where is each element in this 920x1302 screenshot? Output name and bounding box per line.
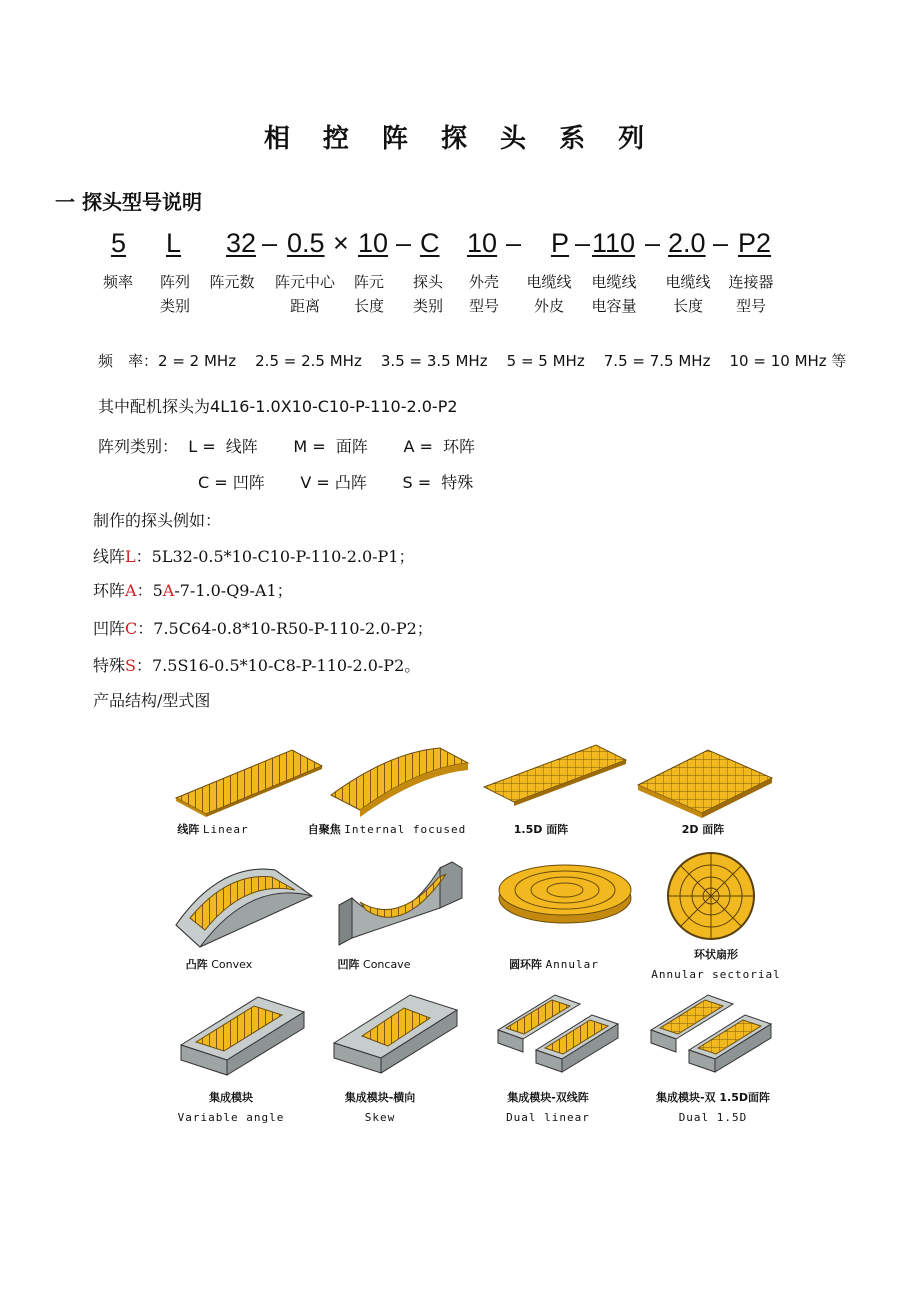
- code-connector: P2: [738, 228, 772, 258]
- product-figures: [0, 730, 920, 1150]
- code-capacitance: 110: [592, 228, 636, 258]
- code-element-count: 32: [226, 228, 257, 258]
- code-cable-length: 2.0: [668, 228, 706, 258]
- caption-dual-1-5d: 集成模块-双 1.5D面阵 Dual 1.5D: [655, 1091, 770, 1124]
- code-label: 电缆线 长度: [665, 273, 711, 315]
- product-heading: 产品结构/型式图: [93, 691, 211, 710]
- code-frequency: 5: [111, 228, 127, 258]
- convex-figure: [176, 869, 312, 947]
- annular-sectorial-figure: [668, 853, 754, 939]
- variable-angle-figure: [181, 997, 304, 1075]
- code-label: 阵列 类别: [159, 273, 190, 315]
- frequency-line: 频 率：2 = 2 MHz 2.5 = 2.5 MHz 3.5 = 3.5 MHz 5 = 5 MHz 7.5 = 7.5 MHz 10 = 10 MHz 等: [98, 352, 847, 370]
- code-dash: –: [262, 228, 278, 258]
- code-housing: 10: [467, 228, 498, 258]
- example-annular: 环阵A：5A-7-1.0-Q9-A1；: [93, 581, 293, 600]
- examples-intro: 制作的探头例如：: [93, 511, 222, 530]
- code-times: ×: [333, 228, 349, 258]
- code-label: 电缆线 外皮: [526, 273, 572, 315]
- caption-2d: 2D 面阵: [681, 823, 725, 836]
- array-2d-figure: [638, 750, 772, 818]
- matched-probe-line: 其中配机探头为4L16-1.0X10-C10-P-110-2.0-P2: [98, 397, 458, 416]
- concave-figure: [339, 862, 462, 945]
- caption-annular: 圆环阵 Annular: [509, 958, 599, 971]
- code-dash: –: [645, 228, 661, 258]
- internal-focused-figure: [331, 748, 468, 817]
- caption-variable-angle: 集成模块 Variable angle: [177, 1091, 285, 1124]
- code-label: 电缆线 电容量: [591, 273, 637, 315]
- caption-convex: 凸阵 Convex: [185, 958, 253, 971]
- annular-figure: [499, 865, 631, 923]
- code-cable-jacket: P: [551, 228, 570, 258]
- caption-concave: 凹阵 Concave: [337, 958, 411, 971]
- dual-linear-figure: [498, 995, 618, 1072]
- caption-1-5d: 1.5D 面阵: [513, 823, 569, 836]
- code-label: 探头 类别: [412, 273, 443, 315]
- skew-figure: [334, 995, 457, 1073]
- caption-dual-linear: 集成模块-双线阵 Dual linear: [506, 1091, 590, 1124]
- code-label: 阵元中心 距离: [274, 273, 335, 315]
- code-probe-type: C: [420, 228, 440, 258]
- code-dash: –: [575, 228, 591, 258]
- example-linear: 线阵L：5L32-0.5*10-C10-P-110-2.0-P1；: [93, 547, 415, 566]
- code-dash: –: [506, 228, 522, 258]
- code-label: 外壳 型号: [468, 273, 499, 315]
- array-1-5d-figure: [484, 745, 626, 806]
- linear-array-figure: [176, 750, 322, 817]
- array-types-line1: 阵列类别： L = 线阵 M = 面阵 A = 环阵: [98, 437, 476, 456]
- code-label: 阵元数: [209, 273, 255, 291]
- dual-1-5d-figure: [651, 995, 771, 1072]
- example-concave: 凹阵C：7.5C64-0.8*10-R50-P-110-2.0-P2；: [93, 619, 433, 638]
- code-array-type: L: [166, 228, 182, 258]
- caption-internal-focused: 自聚焦 Internal focused: [307, 823, 467, 836]
- example-special: 特殊S：7.5S16-0.5*10-C8-P-110-2.0-P2。: [93, 656, 421, 675]
- section-heading: 一 探头型号说明: [55, 190, 202, 214]
- code-length: 10: [358, 228, 389, 258]
- page-title: 相 控 阵 探 头 系 列: [263, 124, 657, 154]
- array-types-line2: C = 凹阵 V = 凸阵 S = 特殊: [198, 473, 474, 492]
- caption-annular-sectorial: 环状扇形 Annular sectorial: [651, 948, 781, 981]
- code-label: 阵元 长度: [353, 273, 384, 315]
- code-dash: –: [713, 228, 729, 258]
- code-dash: –: [396, 228, 412, 258]
- caption-skew: 集成模块-横向 Skew: [344, 1091, 416, 1124]
- code-label: 连接器 型号: [728, 273, 774, 315]
- code-pitch: 0.5: [287, 228, 325, 258]
- caption-linear: 线阵 Linear: [177, 823, 249, 836]
- code-label: 频率: [102, 273, 133, 291]
